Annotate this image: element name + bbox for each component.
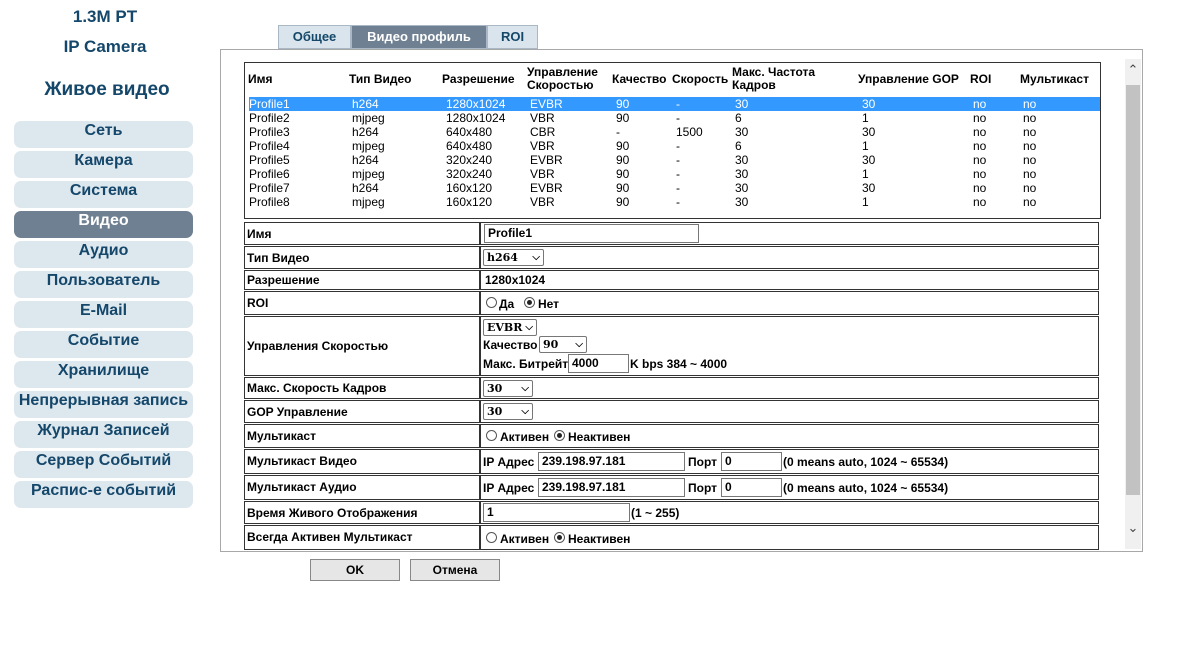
profile-cell: h264	[352, 181, 379, 195]
profile-cell: mjpeg	[352, 111, 385, 125]
profile-cell: 90	[616, 195, 630, 209]
profile-cell: 1280x1024	[446, 97, 506, 111]
roi-label: ROI	[244, 291, 480, 315]
chevron-down-icon: ⌵	[532, 252, 540, 263]
profile-cell: no	[1023, 125, 1037, 139]
nav-audio[interactable]: Аудио	[14, 241, 193, 268]
profile-cell: VBR	[530, 167, 555, 181]
profile-cell: Profile4	[249, 139, 290, 153]
profile-cell: -	[676, 167, 680, 181]
profile-cell: no	[1023, 139, 1037, 153]
profile-cell: h264	[352, 97, 379, 111]
profile-cell: mjpeg	[352, 167, 385, 181]
profile-cell: Profile2	[249, 111, 290, 125]
profile-cell: no	[1023, 195, 1037, 209]
scroll-down-icon[interactable]: ⌄	[1127, 520, 1139, 535]
mcv-port-label: Порт	[688, 455, 718, 469]
profile-cell: no	[1023, 181, 1037, 195]
profile-cell: EVBR	[530, 97, 563, 111]
profile-cell: 320x240	[446, 153, 493, 167]
cancel-button[interactable]: Отмена	[410, 559, 500, 581]
profile-name-input[interactable]: Profile1	[484, 224, 699, 243]
mca-port-hint: (0 means auto, 1024 ~ 65534)	[783, 481, 949, 495]
nav-event-server[interactable]: Сервер Событий	[14, 451, 193, 478]
col-max-fps: Макс. Частота Кадров	[732, 65, 816, 92]
nav-continuous-record[interactable]: Непрерывная запись	[14, 391, 193, 418]
profile-cell: EVBR	[530, 181, 563, 195]
profile-cell: 90	[616, 97, 630, 111]
resolution-label: Разрешение	[244, 270, 480, 290]
profile-cell: no	[1023, 111, 1037, 125]
profile-cell: 30	[862, 181, 876, 195]
name-label: Имя	[244, 222, 480, 245]
profile-cell: -	[616, 125, 620, 139]
live-time-cell	[480, 501, 1099, 524]
profile-cell: Profile8	[249, 195, 290, 209]
nav-storage[interactable]: Хранилище	[14, 361, 193, 388]
multicast-label: Мультикаст	[244, 424, 480, 448]
profile-cell: -	[676, 111, 680, 125]
always-multicast-label: Всегда Активен Мультикаст	[244, 525, 480, 550]
always-inactive-label: Неактивен	[568, 532, 631, 546]
mca-port-label: Порт	[688, 481, 718, 495]
profile-cell: no	[973, 125, 987, 139]
multicast-video-label: Мультикаст Видео	[244, 449, 480, 474]
profile-cell: EVBR	[530, 153, 563, 167]
profile-cell: 30	[862, 125, 876, 139]
nav-camera[interactable]: Камера	[14, 151, 193, 178]
live-time-label: Время Живого Отображения	[244, 501, 480, 524]
profile-cell: Profile5	[249, 153, 290, 167]
profile-cell: -	[676, 181, 680, 195]
profile-cell: 30	[735, 153, 749, 167]
profile-cell: no	[973, 181, 987, 195]
profile-cell: Profile7	[249, 181, 290, 195]
rate-control-cell	[480, 316, 1099, 376]
col-rate-control: Управление Скоростью	[527, 65, 598, 92]
profile-row[interactable]	[249, 139, 1100, 153]
mca-port-input[interactable]: 0	[721, 478, 782, 497]
roi-yes-label: Да	[499, 297, 515, 311]
resolution-cell	[480, 270, 1099, 290]
col-gop: Управление GOP	[858, 72, 959, 86]
profile-row[interactable]	[249, 167, 1100, 181]
profile-cell: 30	[735, 125, 749, 139]
profile-cell: VBR	[530, 139, 555, 153]
gop-value: 30	[487, 405, 503, 418]
nav-email[interactable]: E-Mail	[14, 301, 193, 328]
gop-cell	[480, 400, 1099, 423]
profile-cell: 1	[862, 139, 869, 153]
profile-cell: 30	[735, 195, 749, 209]
profile-cell: 90	[616, 111, 630, 125]
rate-control-label: Управления Скоростью	[244, 316, 480, 376]
nav-video[interactable]: Видео	[14, 211, 193, 238]
nav-user[interactable]: Пользователь	[14, 271, 193, 298]
profile-cell: 30	[735, 97, 749, 111]
video-type-select[interactable]	[483, 249, 544, 266]
nav-event[interactable]: Событие	[14, 331, 193, 358]
profile-cell: Profile6	[249, 167, 290, 181]
tab-video-profile[interactable]: Видео профиль	[351, 25, 487, 49]
live-time-hint: (1 ~ 255)	[631, 506, 680, 520]
multicast-audio-cell	[480, 475, 1099, 500]
profile-cell: -	[676, 139, 680, 153]
profile-row[interactable]	[249, 153, 1100, 167]
gop-select[interactable]	[483, 403, 533, 420]
nav-system[interactable]: Система	[14, 181, 193, 208]
gop-label: GOP Управление	[244, 400, 480, 423]
always-active-radio[interactable]	[486, 532, 497, 543]
multicast-video-cell	[480, 449, 1099, 474]
bitrate-range-hint: K bps 384 ~ 4000	[630, 357, 728, 371]
chevron-down-icon: ⌵	[575, 339, 583, 350]
col-multicast: Мультикаст	[1020, 72, 1089, 86]
profile-cell: no	[973, 195, 987, 209]
quality-select[interactable]	[539, 336, 587, 353]
video-type-label: Тип Видео	[244, 246, 480, 269]
profile-settings	[241, 59, 1103, 552]
profile-cell: 320x240	[446, 167, 493, 181]
tab-roi[interactable]: ROI	[487, 25, 538, 49]
max-fps-select[interactable]	[483, 380, 533, 397]
col-roi: ROI	[970, 72, 992, 86]
chevron-down-icon: ⌵	[521, 383, 529, 394]
col-bitrate: Скорость	[672, 72, 729, 86]
profile-cell: VBR	[530, 195, 555, 209]
profile-cell: -	[676, 97, 680, 111]
scrollbar-thumb[interactable]	[1126, 85, 1140, 495]
profile-cell: 640x480	[446, 139, 493, 153]
always-multicast-cell	[480, 525, 1099, 550]
max-fps-label: Макс. Скорость Кадров	[244, 377, 480, 399]
profile-cell: 640x480	[446, 125, 493, 139]
mcv-port-hint: (0 means auto, 1024 ~ 65534)	[783, 455, 949, 469]
multicast-cell	[480, 424, 1099, 448]
profile-row[interactable]	[249, 111, 1100, 125]
mcv-ip-input[interactable]: 239.198.97.181	[538, 452, 685, 471]
rate-mode-select[interactable]	[483, 319, 537, 336]
video-type-cell	[480, 246, 1099, 269]
multicast-inactive-radio[interactable]	[554, 430, 565, 441]
always-active-label: Активен	[500, 532, 550, 546]
profile-cell: no	[1023, 153, 1037, 167]
chevron-down-icon: ⌵	[521, 406, 529, 417]
profile-cell: 30	[862, 97, 876, 111]
profile-cell: mjpeg	[352, 195, 385, 209]
quality-value: 90	[543, 338, 559, 351]
profile-cell: no	[973, 97, 987, 111]
roi-yes-radio[interactable]	[486, 297, 497, 308]
scroll-up-icon[interactable]: ⌃	[1127, 62, 1139, 77]
roi-no-radio[interactable]	[524, 297, 535, 308]
profile-cell: 90	[616, 181, 630, 195]
profile-cell: 1	[862, 167, 869, 181]
rate-mode-value: EVBR	[487, 321, 523, 334]
profile-cell: h264	[352, 153, 379, 167]
profile-cell: no	[973, 153, 987, 167]
max-fps-value: 30	[487, 382, 503, 395]
max-bitrate-label: Макс. Битрейт	[483, 357, 569, 371]
profile-cell: 1	[862, 111, 869, 125]
nav-event-schedule[interactable]: Распис-е событий	[14, 481, 193, 508]
profile-cell: Profile1	[249, 97, 290, 111]
live-video-link[interactable]: Живое видео	[44, 79, 170, 100]
profile-cell: h264	[352, 125, 379, 139]
col-type: Тип Видео	[349, 72, 412, 86]
col-resolution: Разрешение	[442, 72, 515, 86]
multicast-active-label: Активен	[500, 430, 550, 444]
col-quality: Качество	[612, 72, 667, 86]
profile-row[interactable]	[249, 195, 1100, 209]
max-fps-cell	[480, 377, 1099, 399]
profile-cell: 30	[862, 153, 876, 167]
quality-label: Качество	[483, 338, 538, 352]
profile-cell: 6	[735, 139, 742, 153]
profile-cell: VBR	[530, 111, 555, 125]
always-inactive-radio[interactable]	[554, 532, 565, 543]
profile-row[interactable]	[249, 97, 1100, 111]
multicast-audio-label: Мультикаст Аудио	[244, 475, 480, 500]
profile-cell: 1280x1024	[446, 111, 506, 125]
profile-row[interactable]	[249, 125, 1100, 139]
profile-cell: 90	[616, 167, 630, 181]
multicast-inactive-label: Неактивен	[568, 430, 631, 444]
profile-cell: 90	[616, 153, 630, 167]
name-cell	[480, 222, 1099, 245]
profile-cell: no	[973, 167, 987, 181]
profile-cell: no	[973, 139, 987, 153]
profile-cell: 30	[735, 167, 749, 181]
profile-cell: Profile3	[249, 125, 290, 139]
profile-cell: 90	[616, 139, 630, 153]
video-type-value: h264	[487, 251, 518, 264]
profile-cell: CBR	[530, 125, 556, 139]
profile-cell: -	[676, 195, 680, 209]
profile-cell: no	[973, 111, 987, 125]
profile-cell: 30	[735, 181, 749, 195]
live-time-input[interactable]: 1	[483, 503, 630, 522]
brand-model: 1.3M PT	[72, 7, 138, 26]
resolution-value: 1280x1024	[485, 273, 546, 287]
chevron-down-icon: ⌵	[525, 322, 533, 333]
profile-list	[244, 62, 1101, 219]
profile-cell: 1500	[676, 125, 703, 139]
multicast-active-radio[interactable]	[486, 430, 497, 441]
profile-row[interactable]	[249, 181, 1100, 195]
roi-no-label: Нет	[538, 297, 560, 311]
mcv-ip-label: IP Адрес	[483, 455, 535, 469]
profile-cell: no	[1023, 97, 1037, 111]
profile-cell: 1	[862, 195, 869, 209]
mca-ip-input[interactable]: 239.198.97.181	[538, 478, 685, 497]
profile-cell: mjpeg	[352, 139, 385, 153]
max-bitrate-input[interactable]: 4000	[568, 354, 629, 373]
col-name: Имя	[248, 72, 273, 86]
profile-cell: 160x120	[446, 181, 493, 195]
profile-cell: no	[1023, 167, 1037, 181]
nav-network[interactable]: Сеть	[14, 121, 193, 148]
profile-cell: -	[676, 153, 680, 167]
mca-ip-label: IP Адрес	[483, 481, 535, 495]
tab-general[interactable]: Общее	[278, 25, 351, 49]
ok-button[interactable]: OK	[310, 559, 400, 581]
roi-cell	[480, 291, 1099, 315]
profile-cell: 6	[735, 111, 742, 125]
brand-product: IP Camera	[63, 37, 147, 56]
mcv-port-input[interactable]: 0	[721, 452, 782, 471]
profile-cell: 160x120	[446, 195, 493, 209]
nav-record-log[interactable]: Журнал Записей	[14, 421, 193, 448]
